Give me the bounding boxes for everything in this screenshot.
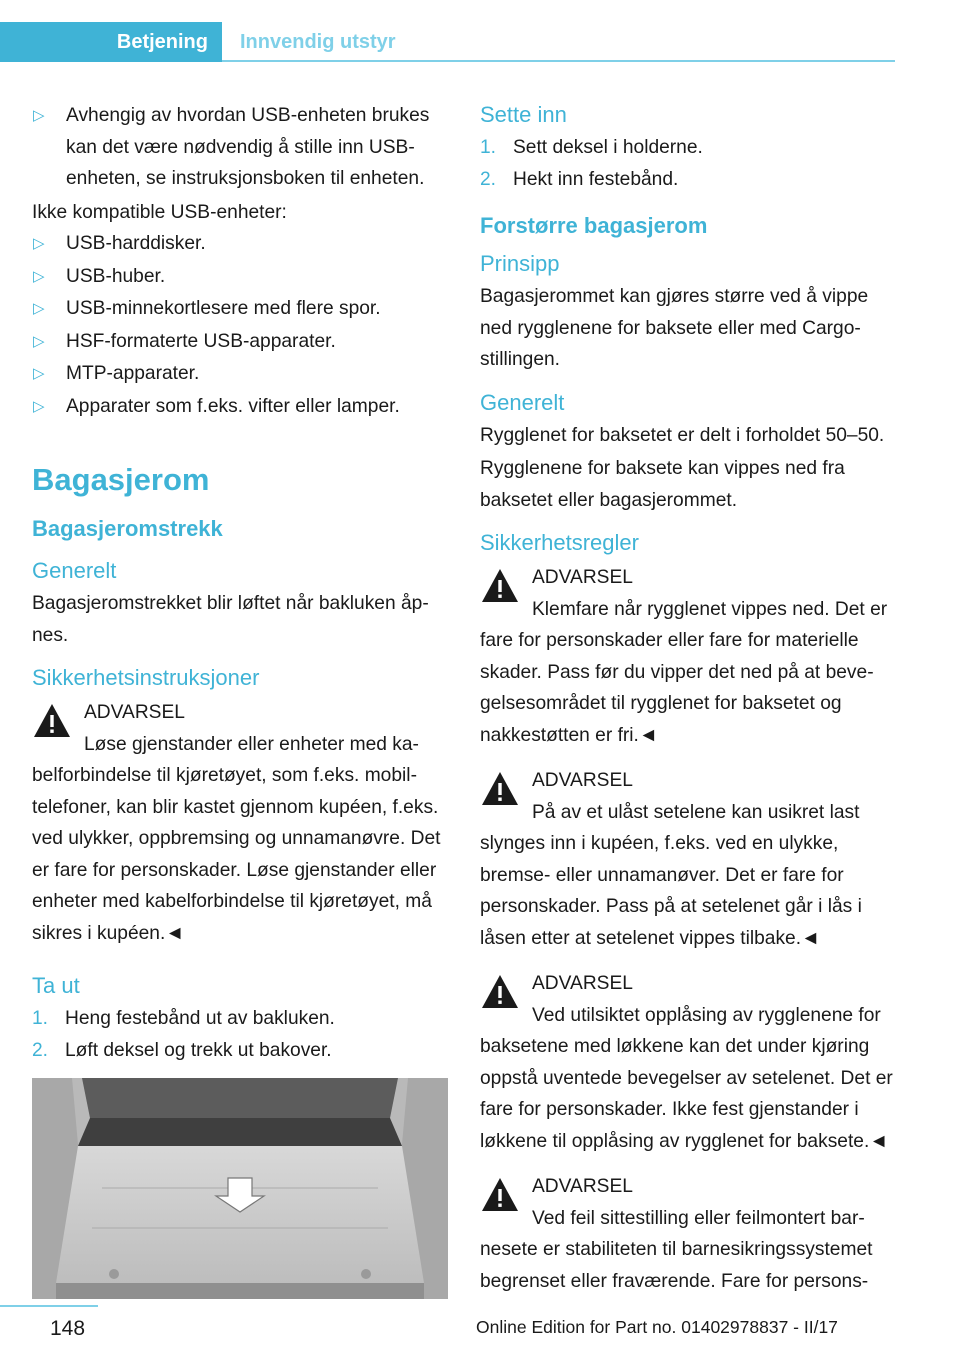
incompatible-label: Ikke kompatible USB-enheter: xyxy=(32,201,287,223)
triangle-right-icon: ▷ xyxy=(33,107,45,124)
section-tab xyxy=(0,22,222,62)
page-number: 148 xyxy=(50,1317,86,1340)
warning-block xyxy=(480,968,896,1157)
list-item: ▷ Avhengig av hvordan USB-enheten brukes kan det være nødvendig å stille inn USB-enheten, se instruksjonsboken til enheten. xyxy=(32,100,448,195)
warning-text: Klemfare når rygglenet vippes ned. Det er fare for personskader eller fare for materielle skader. Pass før du vipper det ned på at bevegelsesområdet til rygglenet for baksetet og nakkestøtten er fri.◄ xyxy=(480,598,888,746)
list-item: 2. Løft deksel og trekk ut bakover. xyxy=(32,1039,332,1061)
warning-title: ADVARSEL xyxy=(532,1176,633,1197)
general-heading: Generelt xyxy=(32,558,117,583)
warning-triangle-icon xyxy=(480,566,520,606)
right-column xyxy=(480,100,896,1311)
warning-title: ADVARSEL xyxy=(532,567,633,588)
remove-heading: Ta ut xyxy=(32,973,80,998)
enlarge-heading: Forstørre bagasjerom xyxy=(480,213,708,238)
principle-text: Bagasjerommet kan gjøres større ved å vippe ned rygglenene for baksete eller med Cargo-stillingen. xyxy=(480,286,869,370)
general-text: Bagasjeromstrekket blir løftet når bakluken åpnes. xyxy=(32,593,429,646)
warning-block xyxy=(480,1171,896,1297)
general-heading: Generelt xyxy=(480,389,565,415)
left-column xyxy=(32,100,448,1299)
insert-steps xyxy=(480,132,896,195)
insert-heading: Sette inn xyxy=(480,102,567,127)
warning-block xyxy=(480,765,896,954)
warning-triangle-icon xyxy=(480,1175,520,1215)
list-item: ▷ HSF-formaterte USB-apparater. xyxy=(32,326,448,358)
triangle-right-icon: ▷ xyxy=(33,300,45,317)
warning-text: På av et ulåst setelene kan usikret last slynges inn i kupéen, f.eks. ved en ulykke, bremse- eller unnamanøver. Det er fare for personskader. Pass på at setelenet går i lås i låsen etter at setelenet vippes tilbake.◄ xyxy=(480,801,862,949)
warning-triangle-icon xyxy=(32,701,72,741)
list-item: 1. Sett deksel i holderne. xyxy=(480,137,703,158)
warning-title: ADVARSEL xyxy=(84,702,185,723)
triangle-right-icon: ▷ xyxy=(33,267,45,285)
triangle-right-icon: ▷ xyxy=(33,365,45,382)
section-title: Betjening xyxy=(116,31,208,53)
triangle-right-icon: ▷ xyxy=(33,332,45,350)
warning-title: ADVARSEL xyxy=(532,770,633,791)
page-header xyxy=(0,22,895,62)
list-item: ▷ USB-harddisker. xyxy=(32,228,448,260)
remove-steps xyxy=(32,1003,448,1066)
warning-text: Løse gjenstander eller enheter med kabelforbindelse til kjøretøyet, som f.eks. mobiltelefoner, kan blir kastet gjennom kupéen, f.eks. ved ulykker, oppbremsing og unnamanøvre. Det er fare for personskader. Løse gjenstander eller enheter med kabelforbindelse til kjøretøyet, må sikres i kupéen.◄ xyxy=(32,733,441,944)
list-item: 1. Heng festebånd ut av bakluken. xyxy=(32,1008,335,1029)
trunk-cover-illustration xyxy=(32,1078,448,1299)
warning-block xyxy=(32,697,448,949)
triangle-right-icon: ▷ xyxy=(33,235,45,252)
safety-heading: Sikkerhetsregler xyxy=(480,530,639,555)
warning-text: Ved utilsiktet opplåsing av rygglenene for baksetene med løkkene kan det under kjøring oppstå uventede bevegelser av setelenet. Det er fare for personskader. Ikke fest gjenstander i løkkene til opplåsing av rygglenet for baksete.◄ xyxy=(480,1004,893,1152)
list-item: ▷ USB-huber. xyxy=(32,261,448,293)
header-rule xyxy=(222,60,895,62)
warning-block xyxy=(480,562,896,751)
warning-triangle-icon xyxy=(480,972,520,1012)
warning-triangle-icon xyxy=(480,769,520,809)
footer-rule xyxy=(0,1305,98,1307)
general-text-2: Rygglenene for baksete kan vippes ned fra baksetet eller bagasjerommet. xyxy=(480,458,845,511)
triangle-right-icon: ▷ xyxy=(33,397,45,415)
warning-text: Ved feil sittestilling eller feilmontert barnesete er stabiliteten til barnesikringssystemet begrenset eller fraværende. Fare for persons- xyxy=(480,1207,873,1292)
principle-heading: Prinsipp xyxy=(480,251,560,276)
list-item: 2. Hekt inn festebånd. xyxy=(480,168,679,190)
chapter-heading: Bagasjerom xyxy=(32,462,210,497)
subsection-title: Innvendig utstyr xyxy=(240,31,396,53)
list-item: ▷ USB-minnekortlesere med flere spor. xyxy=(32,293,448,325)
general-text-1: Rygglenet for baksetet er delt i forholdet 50–50. xyxy=(480,424,885,446)
list-item: ▷ MTP-apparater. xyxy=(32,358,448,390)
list-item: ▷ Apparater som f.eks. vifter eller lamper. xyxy=(32,391,448,423)
incompatible-list xyxy=(32,228,448,422)
intro-bullet-list xyxy=(32,100,448,195)
section-heading: Bagasjeromstrekk xyxy=(32,516,223,541)
trunk-image xyxy=(32,1078,448,1299)
safety-heading: Sikkerhetsinstruksjoner xyxy=(32,665,260,690)
warning-title: ADVARSEL xyxy=(532,973,633,994)
edition-note: Online Edition for Part no. 01402978837 - II/17 xyxy=(476,1317,838,1337)
